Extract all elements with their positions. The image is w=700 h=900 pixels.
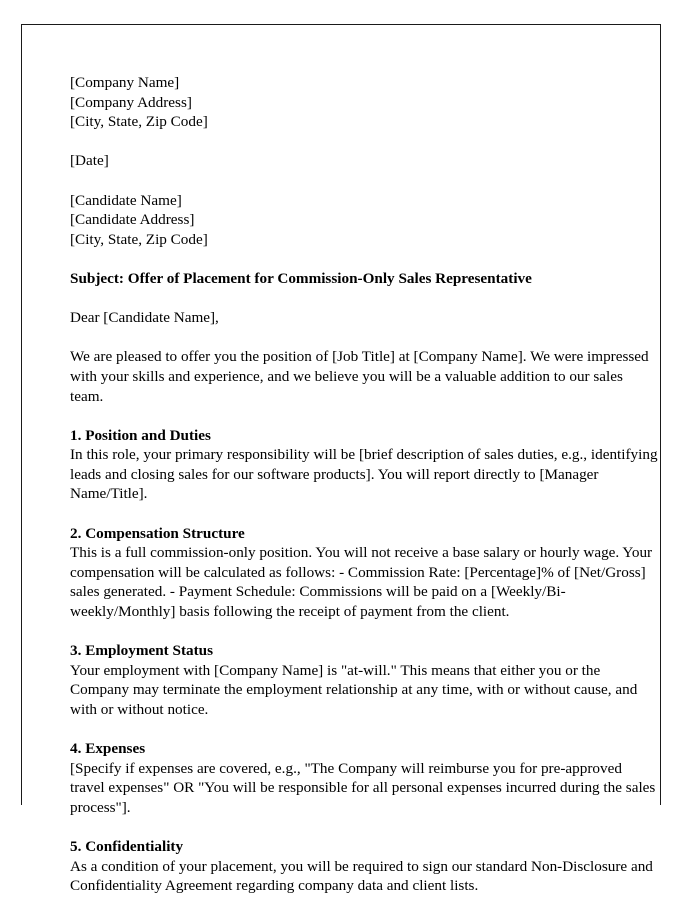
spacer [70, 132, 658, 152]
sender-address-block [70, 73, 658, 132]
section-body-5: As a condition of your placement, you will be required to sign our standard Non-Disclosure and Confidentiality Agreement regarding company data and client lists. [70, 857, 653, 895]
recipient-address-block [70, 191, 658, 250]
spacer [70, 249, 658, 269]
section-heading-5: 5. Confidentiality [70, 838, 184, 856]
spacer [70, 171, 658, 191]
spacer [70, 289, 658, 309]
section-position-and-duties [70, 426, 658, 504]
section-body-1: In this role, your primary responsibility will be [brief description of sales duties, e.g., identifying leads and closing sales for our software products]. You will report directly to [Manager Name/Title]. [70, 446, 658, 503]
section-body-3: Your employment with [Company Name] is "at-will." This means that either you or the Company may terminate the employment relationship at any time, with or without cause, and with or without notice. [70, 661, 638, 718]
section-expenses [70, 739, 658, 817]
section-employment-status [70, 641, 658, 719]
spacer [70, 406, 658, 426]
sender-line-city-state-zip: [City, State, Zip Code] [70, 113, 208, 131]
letter-content [70, 73, 658, 896]
salutation-line: Dear [Candidate Name], [70, 309, 219, 327]
section-heading-1: 1. Position and Duties [70, 426, 211, 444]
intro-paragraph-block [70, 347, 658, 406]
section-heading-4: 4. Expenses [70, 740, 146, 758]
recipient-line-city-state-zip: [City, State, Zip Code] [70, 230, 208, 248]
sender-line-company-address: [Company Address] [70, 93, 192, 111]
section-compensation-structure [70, 524, 658, 622]
intro-paragraph: We are pleased to offer you the position of [Job Title] at [Company Name]. We were impressed with your skills and experience, and we believe you will be a valuable addition to our sales team. [70, 348, 649, 405]
spacer [70, 818, 658, 838]
sender-line-company-name: [Company Name] [70, 74, 180, 91]
spacer [70, 328, 658, 348]
subject-line: Subject: Offer of Placement for Commission-Only Sales Representative [70, 269, 532, 287]
recipient-line-candidate-address: [Candidate Address] [70, 211, 195, 229]
subject-block [70, 269, 658, 289]
section-body-2: This is a full commission-only position. You will not receive a base salary or hourly wage. Your compensation will be calculated as follows: - Commission Rate: [Percentage]% of [Net/Gross] sales generated. - Payment Schedule: Commissions will be paid on a [Weekly/Bi-weekly/Monthly] basis following the receipt of payment from the client. [70, 544, 653, 621]
date-line: [Date] [70, 152, 109, 170]
section-confidentiality [70, 837, 658, 896]
section-heading-2: 2. Compensation Structure [70, 524, 245, 542]
section-heading-3: 3. Employment Status [70, 642, 214, 660]
document-page [21, 24, 661, 895]
date-block [70, 151, 658, 171]
salutation-block [70, 308, 658, 328]
spacer [70, 720, 658, 740]
recipient-line-candidate-name: [Candidate Name] [70, 191, 182, 209]
spacer [70, 622, 658, 642]
section-body-4: [Specify if expenses are covered, e.g., "The Company will reimburse you for pre-approved travel expenses" OR "You will be responsible for all personal expenses incurred during the sales process"]. [70, 759, 656, 816]
spacer [70, 504, 658, 524]
